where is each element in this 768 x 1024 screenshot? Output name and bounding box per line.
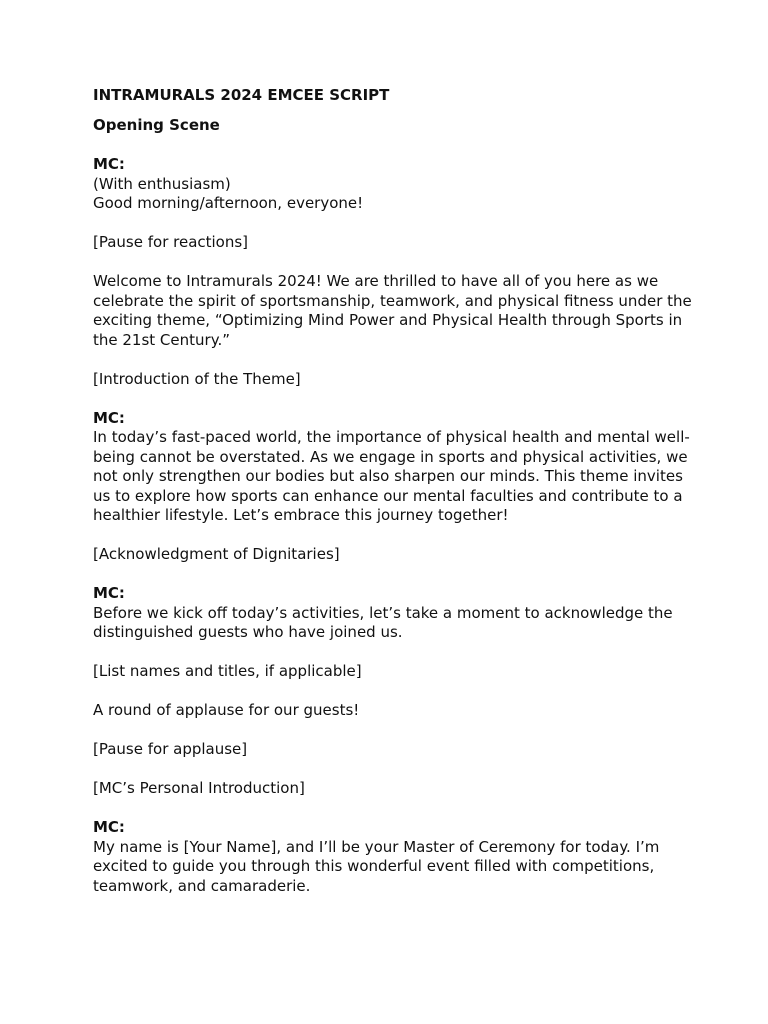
speaker-label: MC: xyxy=(93,155,125,173)
stage-direction: (With enthusiasm) xyxy=(93,174,231,193)
cue-text: [Pause for reactions] xyxy=(93,233,249,251)
speaker-label: MC: xyxy=(93,584,125,602)
document-page xyxy=(93,86,693,916)
cue-text: [List names and titles, if applicable] xyxy=(93,662,362,680)
cue-text: [Pause for applause] xyxy=(93,740,248,758)
paragraph-text: Before we kick off today’s activities, let’s take a moment to acknowledge the distinguished guests who have joined us. xyxy=(93,603,673,641)
speaker-label: MC: xyxy=(93,408,125,427)
cue-text: [Acknowledgment of Dignitaries] xyxy=(93,545,340,563)
dialogue-line: Good morning/afternoon, everyone! xyxy=(93,194,364,212)
cue-text: [Introduction of the Theme] xyxy=(93,369,301,388)
script-cue xyxy=(93,740,693,760)
script-cue xyxy=(93,233,693,253)
script-block-mc-theme xyxy=(93,409,693,526)
paragraph-text: Welcome to Intramurals 2024! We are thrilled to have all of you here as we celebrate the spirit of sportsmanship, teamwork, and physical fitness under the exciting theme, “Optimizing Mind Power and Physical Health through Sports in the 21st Century.” xyxy=(93,272,692,349)
speaker-label: MC: xyxy=(93,818,125,836)
scene-title: Opening Scene xyxy=(93,115,220,134)
script-cue xyxy=(93,545,693,565)
document-title: INTRAMURALS 2024 EMCEE SCRIPT xyxy=(93,86,390,104)
script-cue xyxy=(93,662,693,682)
cue-text: [MC’s Personal Introduction] xyxy=(93,779,305,797)
paragraph-text: A round of applause for our guests! xyxy=(93,701,360,719)
paragraph-text: My name is [Your Name], and I’ll be your Master of Ceremony for today. I’m excited to guide you through this wonderful event filled with competitions, teamwork, and camaraderie. xyxy=(93,837,660,895)
paragraph-text: In today’s fast-paced world, the importance of physical health and mental well-being cannot be overstated. As we engage in sports and physical activities, we not only strengthen our bodies but also sharpen our minds. This theme invites us to explore how sports can enhance our mental faculties and contribute to a healthier lifestyle. Let’s embrace this journey together! xyxy=(93,428,690,524)
script-paragraph xyxy=(93,701,693,721)
script-block-mc-introduction xyxy=(93,818,693,896)
script-cue xyxy=(93,779,693,799)
script-block-mc-dignitaries xyxy=(93,584,693,643)
script-cue xyxy=(93,370,693,390)
script-paragraph xyxy=(93,272,693,350)
script-block-mc-greeting xyxy=(93,155,693,214)
